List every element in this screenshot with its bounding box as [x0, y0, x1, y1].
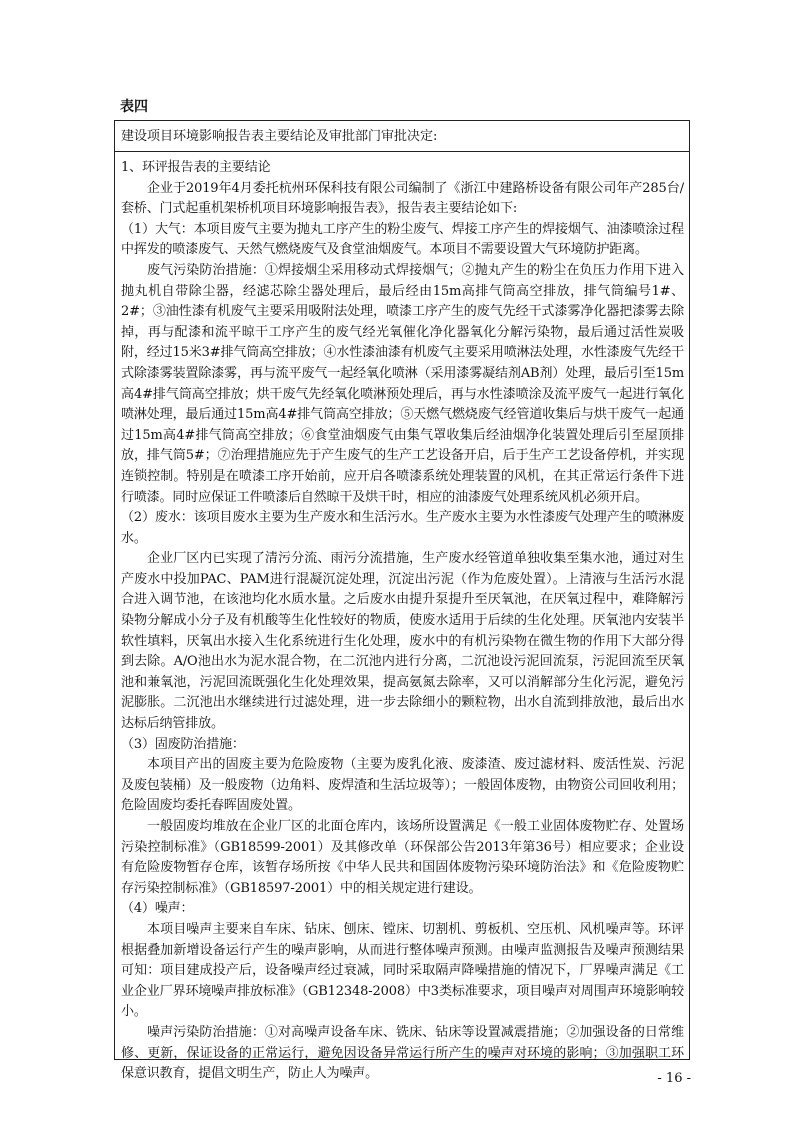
- page-number: - 16 -: [657, 1071, 691, 1086]
- solid-waste-title: （3）固废防治措施：: [121, 736, 245, 752]
- intro-paragraph: 企业于2019年4月委托杭州环保科技有限公司编制了《浙江中建路桥设备有限公司年产285台/套桥、门式起重机架桥机项目环境影响报告表》，报告表主要结论如下:: [121, 180, 684, 217]
- water-summary-paragraph: （2）废水：该项目废水主要为生产废水和生活污水。生产废水主要为水性漆废气处理产生的喷淋废水。: [121, 510, 684, 546]
- conclusion-body: [121, 158, 684, 1085]
- table-label: 表四: [120, 99, 148, 115]
- section-title: 1、环评报告表的主要结论: [121, 160, 271, 175]
- solid-waste-storage-paragraph: 一般固废均堆放在企业厂区的北面仓库内，该场所设置满足《一般工业固体废物贮存、处置场污染控制标准》（GB18599-2001）及其修改单（环保部公告2013年第36号）相应要求；企业设有危险废物暂存仓库，该暂存场所按《中华人民共和国固体废物污染环境防治法》和《危险废物贮存污染控制标准》（GB18597-2001）中的相关规定进行建设。: [121, 819, 684, 896]
- noise-paragraph: 本项目噪声主要来自车床、钻床、刨床、镗床、切割机、剪板机、空压机、风机噪声等。环评根据叠加新增设备运行产生的噪声影响，从而进行整体噪声预测。由噪声监测报告及噪声预测结果可知：项目建成投产后，设备噪声经过衰减，同时采取隔声降噪措施的情况下，厂界噪声满足《工业企业厂界环境噪声排放标准》（GB12348-2008）中3类标准要求，项目噪声对周围声环境影响较小。: [121, 921, 684, 1020]
- table-header-cell: 建设项目环境影响报告表主要结论及审批部门审批决定:: [115, 121, 689, 152]
- noise-title: （4）噪声：: [121, 901, 194, 917]
- air-measures-paragraph: 废气污染防治措施：①焊接烟尘采用移动式焊接烟气；②抛丸产生的粉尘在负压力作用下进入抛丸机自带除尘器，经滤芯除尘器处理后，最后经由15m高排气筒高空排放，排气筒编号1#、2#；③油性漆有机废气主要采用吸附法处理，喷漆工序产生的废气先经干式漆雾净化器把漆雾去除掉，再与配漆和流平晾干工序产生的废气经光氧催化净化器氧化分解污染物，最后通过活性炭吸附，经过15米3#排气筒高空排放；④水性漆油漆有机废气主要采用喷淋法处理，水性漆废气先经干式除漆雾装置除漆雾，再与流平废气一起经氧化喷淋（采用漆雾凝结剂AB剂）处理，最后引至15m高4#排气筒高空排放；烘干废气先经氧化喷淋预处理后，再与水性漆喷涂及流平废气一起进行氧化喷淋处理，最后通过15m高4#排气筒高空排放；⑤天燃气燃烧废气经管道收集后与烘干废气一起通过15m高4#排气筒高空排放；⑥食堂油烟废气由集气罩收集后经油烟净化装置处理后引至屋顶排放，排气筒5#；⑦治理措施应先于产生废气的生产工艺设备开启，后于生产工艺设备停机，并实现连锁控制。特别是在喷漆工序开始前，应开启各喷漆系统处理装置的风机，在其正常运行条件下进行喷漆。同时应保证工件喷漆后自然晾干及烘干时，相应的油漆废气处理系统风机必须开启。: [121, 262, 684, 505]
- water-measures-paragraph: 企业厂区内已实现了清污分流、雨污分流措施，生产废水经管道单独收集至集水池，通过对生产废水中投加PAC、PAM进行混凝沉淀处理，沉淀出污泥（作为危废处置）。上清液与生活污水混合进入调节池，在该池均化水质水量。之后废水由提升泵提升至厌氧池，在厌氧过程中，难降解污染物分解成小分子及有机酸等生化性较好的物质，使废水适用于后续的生化处理。厌氧池内安装半软性填料，厌氧出水接入生化系统进行生化处理，废水中的有机污染物在微生物的作用下大部分得到去除。A/O池出水为泥水混合物，在二沉池内进行分离，二沉池设污泥回流泵，污泥回流至厌氧池和兼氧池，污泥回流既强化生化处理效果，提高氨氮去除率，又可以消解部分生化污泥，避免污泥膨胀。二沉池出水继续进行过滤处理，进一步去除细小的颗粒物，出水自流到排放池，最后出水达标后纳管排放。: [121, 551, 684, 732]
- solid-waste-paragraph: 本项目产出的固废主要为危险废物（主要为废乳化液、废漆渣、废过滤材料、废活性炭、污泥及废包装桶）及一般废物（边角料、废焊渣和生活垃圾等）；一般固体废物，由物资公司回收利用；危险固废均委托春晖固废处置。: [121, 757, 684, 814]
- air-summary-paragraph: （1）大气：本项目废气主要为抛丸工序产生的粉尘废气、焊接工序产生的焊接烟气、油漆喷涂过程中挥发的喷漆废气、天然气燃烧废气及食堂油烟废气。本项目不需要设置大气环境防护距离。: [121, 221, 684, 258]
- noise-measures-paragraph: 噪声污染防治措施：①对高噪声设备车床、铣床、钻床等设置减震措施；②加强设备的日常维修、更新，保证设备的正常运行，避免因设备异常运行所产生的噪声对环境的影响；③加强职工环保意识教育，提倡文明生产，防止人为噪声。: [121, 1024, 684, 1082]
